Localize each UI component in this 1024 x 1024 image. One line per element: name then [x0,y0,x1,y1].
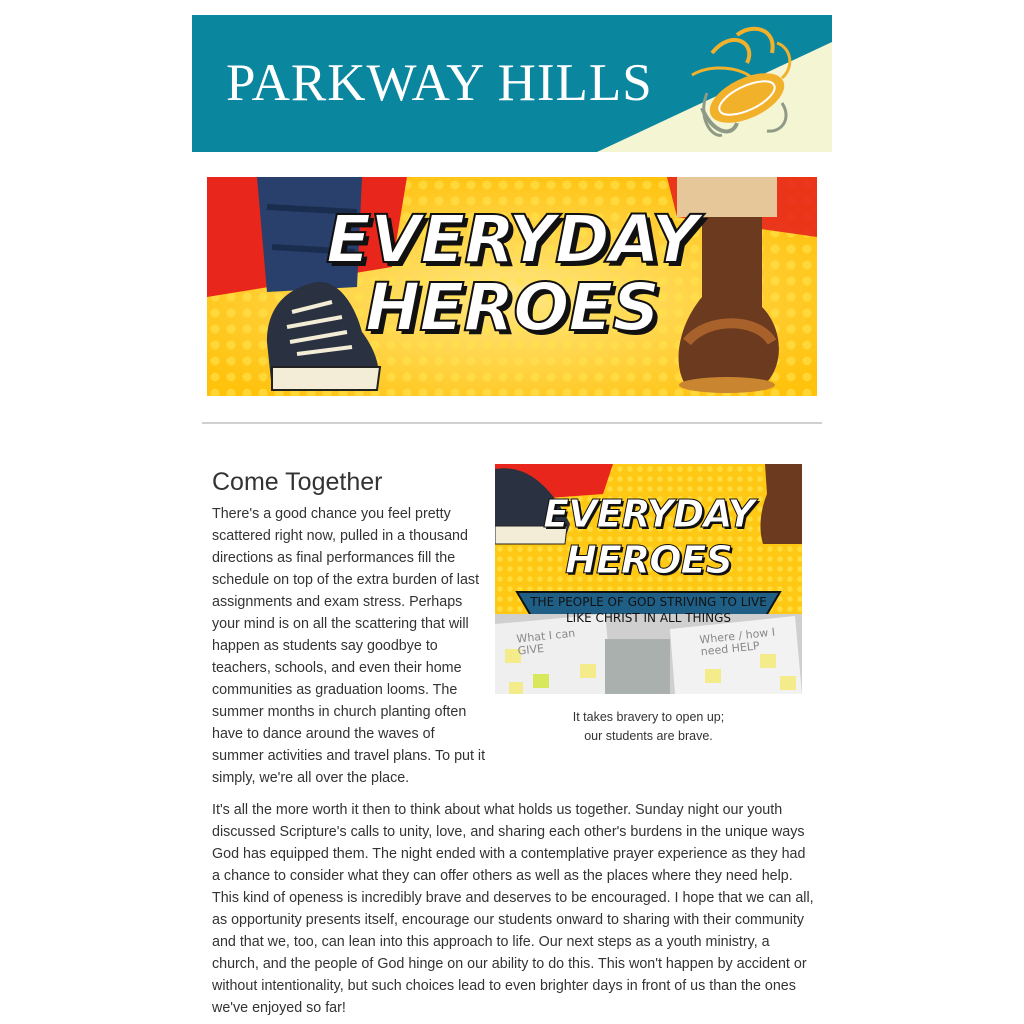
section-divider [202,422,822,424]
article-paragraph-2: It's all the more worth it then to think about what holds us together. Sunday night our youth discussed Scripture's calls to unity, love, and sharing each other's burdens in the unique ways God has equipped them. The night ended with a contemplative prayer experience as they had a chance to consider what they can offer others as well as the places where they need help. This kind of openess is incredibly brave and deserves to be encouraged. I hope that we can all, as opportunity presents itself, encourage our students onward to sharing with their community and that we, too, can lean into this approach to life. Our next steps as a youth ministry, a church, and the people of God hinge on our ability to do this. This won't happen by accident or without intentionality, but such choices lead to even brighter days in front of us than the ones we've enjoyed so far! [212,802,814,1016]
hero-title-line1: EVERYDAY [326,201,698,278]
photo-banner-text: THE PEOPLE OF GOD STRIVING TO LIVE LIKE CHRIST IN ALL THINGS [530,595,767,625]
article-paragraph-1: There's a good chance you feel pretty scattered right now, pulled in a thousand directions as final performances fill the schedule on top of the extra burden of last assignments and exam stress. Perhaps your mind is on all the scattering that will happen as students say goodbye to teachers, schools, and even their home communities as graduation looms. The summer months in church planting often have to dance around the waves of summer activities and travel plans. To put it simply, we're all over the place. [212,506,486,786]
photo-caption-line1: It takes bravery to open up; [572,710,725,724]
photo-title-line1: EVERYDAY [543,492,754,536]
seed-logo-icon [682,23,812,143]
hero-title-line2: HEROES [365,269,659,346]
article-photo [495,464,802,694]
photo-caption [540,708,757,746]
header-banner [192,15,832,152]
article-title: Come Together [212,468,383,496]
photo-caption-line2: our students are brave. [584,729,713,743]
photo-note-help: Where / how I need HELP [698,625,776,659]
hero-banner [207,177,817,396]
photo-note-give: What I can GIVE [515,626,576,658]
photo-title-line2: HEROES [565,538,732,582]
header-title: PARKWAY HILLS [226,54,653,112]
